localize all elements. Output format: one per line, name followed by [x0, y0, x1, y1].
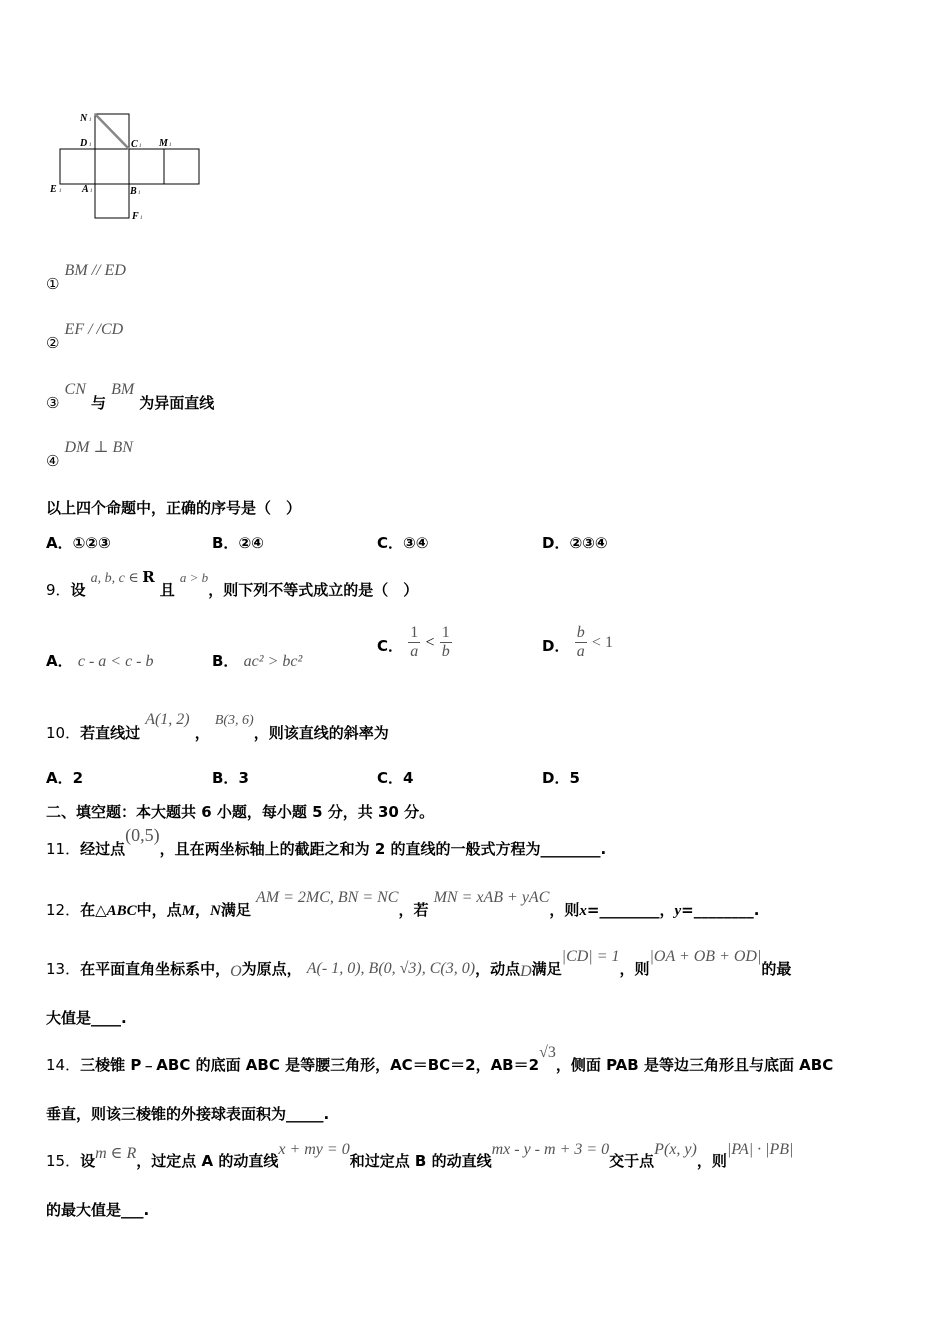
q9-condition: a > b	[179, 570, 209, 585]
cube-net-figure	[40, 105, 220, 230]
q8-option-d[interactable]: D．②③④	[542, 534, 608, 552]
q9-option-c[interactable]: C． $\frac{1}{a}$ < $\frac{1}{b}$	[377, 624, 450, 660]
proposition-3	[46, 378, 215, 412]
q11-point: (0,5)	[125, 825, 160, 845]
q9-vars: a, b, c ∈	[90, 571, 143, 586]
q9-fraction-1-over-a: $\frac{1}{a}$	[410, 624, 419, 660]
label-e-sub: 1	[59, 189, 62, 194]
net-square-right1	[129, 149, 164, 184]
proposition-2	[46, 319, 124, 352]
q12-vector-condition: AM = 2MC, BN = NC	[255, 889, 399, 906]
q9-option-d[interactable]: D． $\frac{b}{a}$ < 1	[542, 624, 613, 660]
proposition-1-mark: ①	[46, 275, 60, 293]
q11-stem: 11．经过点(0,5)，且在两坐标轴上的截距之和为 2 的直线的一般式方程为________.	[46, 825, 607, 858]
q8-option-b[interactable]: B．②④	[212, 534, 264, 552]
label-e: E	[50, 184, 57, 195]
proposition-1	[46, 260, 126, 293]
q9-number: 9．	[46, 581, 71, 599]
q10-point-a: A(1, 2)	[145, 711, 190, 728]
proposition-1-math: BM // ED	[64, 262, 126, 279]
label-a-sub: 1	[90, 189, 93, 194]
label-m-sub: 1	[169, 143, 172, 148]
net-square-bottom	[95, 184, 129, 218]
q9-fraction-b-over-a: $\frac{b}{a}$	[576, 624, 585, 660]
q15-line-1: x + my = 0	[278, 1141, 350, 1158]
net-square-center	[95, 149, 129, 184]
label-c: C	[131, 139, 138, 150]
q15-line-2: 的最大值是___.	[46, 1201, 150, 1219]
q13-expression: |OA + OB + OD|	[649, 948, 762, 965]
q15-stem: 15．设m ∈ R，过定点 A 的动直线x + my = 0和过定点 B 的动直线mx - y - m + 3 = 0交于点P(x, y)，则|PA| · |PB|	[46, 1141, 794, 1170]
label-b: B	[130, 186, 137, 197]
label-f-sub: 1	[140, 216, 143, 221]
net-square-left	[60, 149, 95, 184]
label-a: A	[82, 184, 89, 195]
proposition-3-mid: 与	[90, 394, 106, 412]
proposition-3-mark: ③	[46, 394, 60, 412]
label-c-sub: 1	[139, 144, 142, 149]
q9-option-b[interactable]: B． ac² > bc²	[212, 652, 303, 670]
q14-sqrt3: √3	[539, 1044, 556, 1061]
q14-line-2: 垂直，则该三棱锥的外接球表面积为_____.	[46, 1105, 330, 1123]
q9-fraction-1-over-b: $\frac{1}{b}$	[441, 624, 450, 660]
q8-option-c[interactable]: C．③④	[377, 534, 429, 552]
label-d: D	[80, 138, 88, 149]
proposition-3-text: 为异面直线	[139, 394, 215, 412]
net-diagonal-cn	[95, 114, 129, 149]
label-m: M	[159, 138, 168, 149]
q10-option-c[interactable]: C．4	[377, 769, 414, 787]
q14-stem: 14．三棱锥 P﹣ABC 的底面 ABC 是等腰三角形，AC＝BC＝2，AB＝2√3，侧面 PAB 是等边三角形且与底面 ABC	[46, 1044, 834, 1074]
q8-question: 以上四个命题中，正确的序号是（ ）	[46, 499, 302, 517]
q9-stem: 9．设 a, b, c ∈ R 且 a > b，则下列不等式成立的是（ ）	[46, 568, 419, 599]
q13-line-2: 大值是____.	[46, 1009, 127, 1027]
q13-condition: |CD| = 1	[561, 948, 620, 965]
proposition-4-mark: ④	[46, 452, 60, 470]
proposition-2-math: EF / /CD	[64, 321, 124, 338]
label-n: N	[80, 113, 88, 124]
q10-option-a[interactable]: A．2	[46, 769, 84, 787]
proposition-2-mark: ②	[46, 334, 60, 352]
q10-option-b[interactable]: B．3	[212, 769, 249, 787]
q12-vector-expression: MN = xAB + yAC	[433, 889, 550, 906]
label-d-sub: 1	[89, 143, 92, 148]
section-2-heading: 二、填空题：本大题共 6 小题，每小题 5 分，共 30 分。	[46, 803, 435, 821]
q10-point-b: B(3, 6)	[214, 713, 254, 728]
label-f: F	[132, 211, 139, 222]
net-square-right2	[164, 149, 199, 184]
q15-line-2-equation: mx - y - m + 3 = 0	[491, 1141, 610, 1158]
proposition-4-math: DM ⊥ BN	[64, 439, 133, 456]
label-n-sub: 1	[89, 118, 92, 123]
q10-stem: 10．若直线过 A(1, 2) ， B(3, 6)，则该直线的斜率为	[46, 711, 389, 742]
q10-option-d[interactable]: D．5	[542, 769, 580, 787]
q15-expression: |PA| · |PB|	[726, 1141, 794, 1158]
proposition-4	[46, 437, 133, 470]
q13-stem: 13．在平面直角坐标系中，O为原点， A(- 1, 0), B(0, √3), C(3, 0)，动点D满足|CD| = 1，则|OA + OB + OD|的最	[46, 948, 792, 980]
q13-points: A(- 1, 0), B(0, √3), C(3, 0)	[306, 960, 476, 977]
label-b-sub: 1	[138, 191, 141, 196]
q12-stem: 12．在△ABC中，点M，N满足 AM = 2MC, BN = NC，若 MN = xAB + yAC，则x=________，y=________.	[46, 889, 760, 919]
proposition-3-math2: BM	[111, 381, 135, 398]
q9-option-a[interactable]: A． c - a < c - b	[46, 652, 154, 670]
q8-option-a[interactable]: A．①②③	[46, 534, 111, 552]
proposition-3-math: CN	[64, 381, 86, 398]
